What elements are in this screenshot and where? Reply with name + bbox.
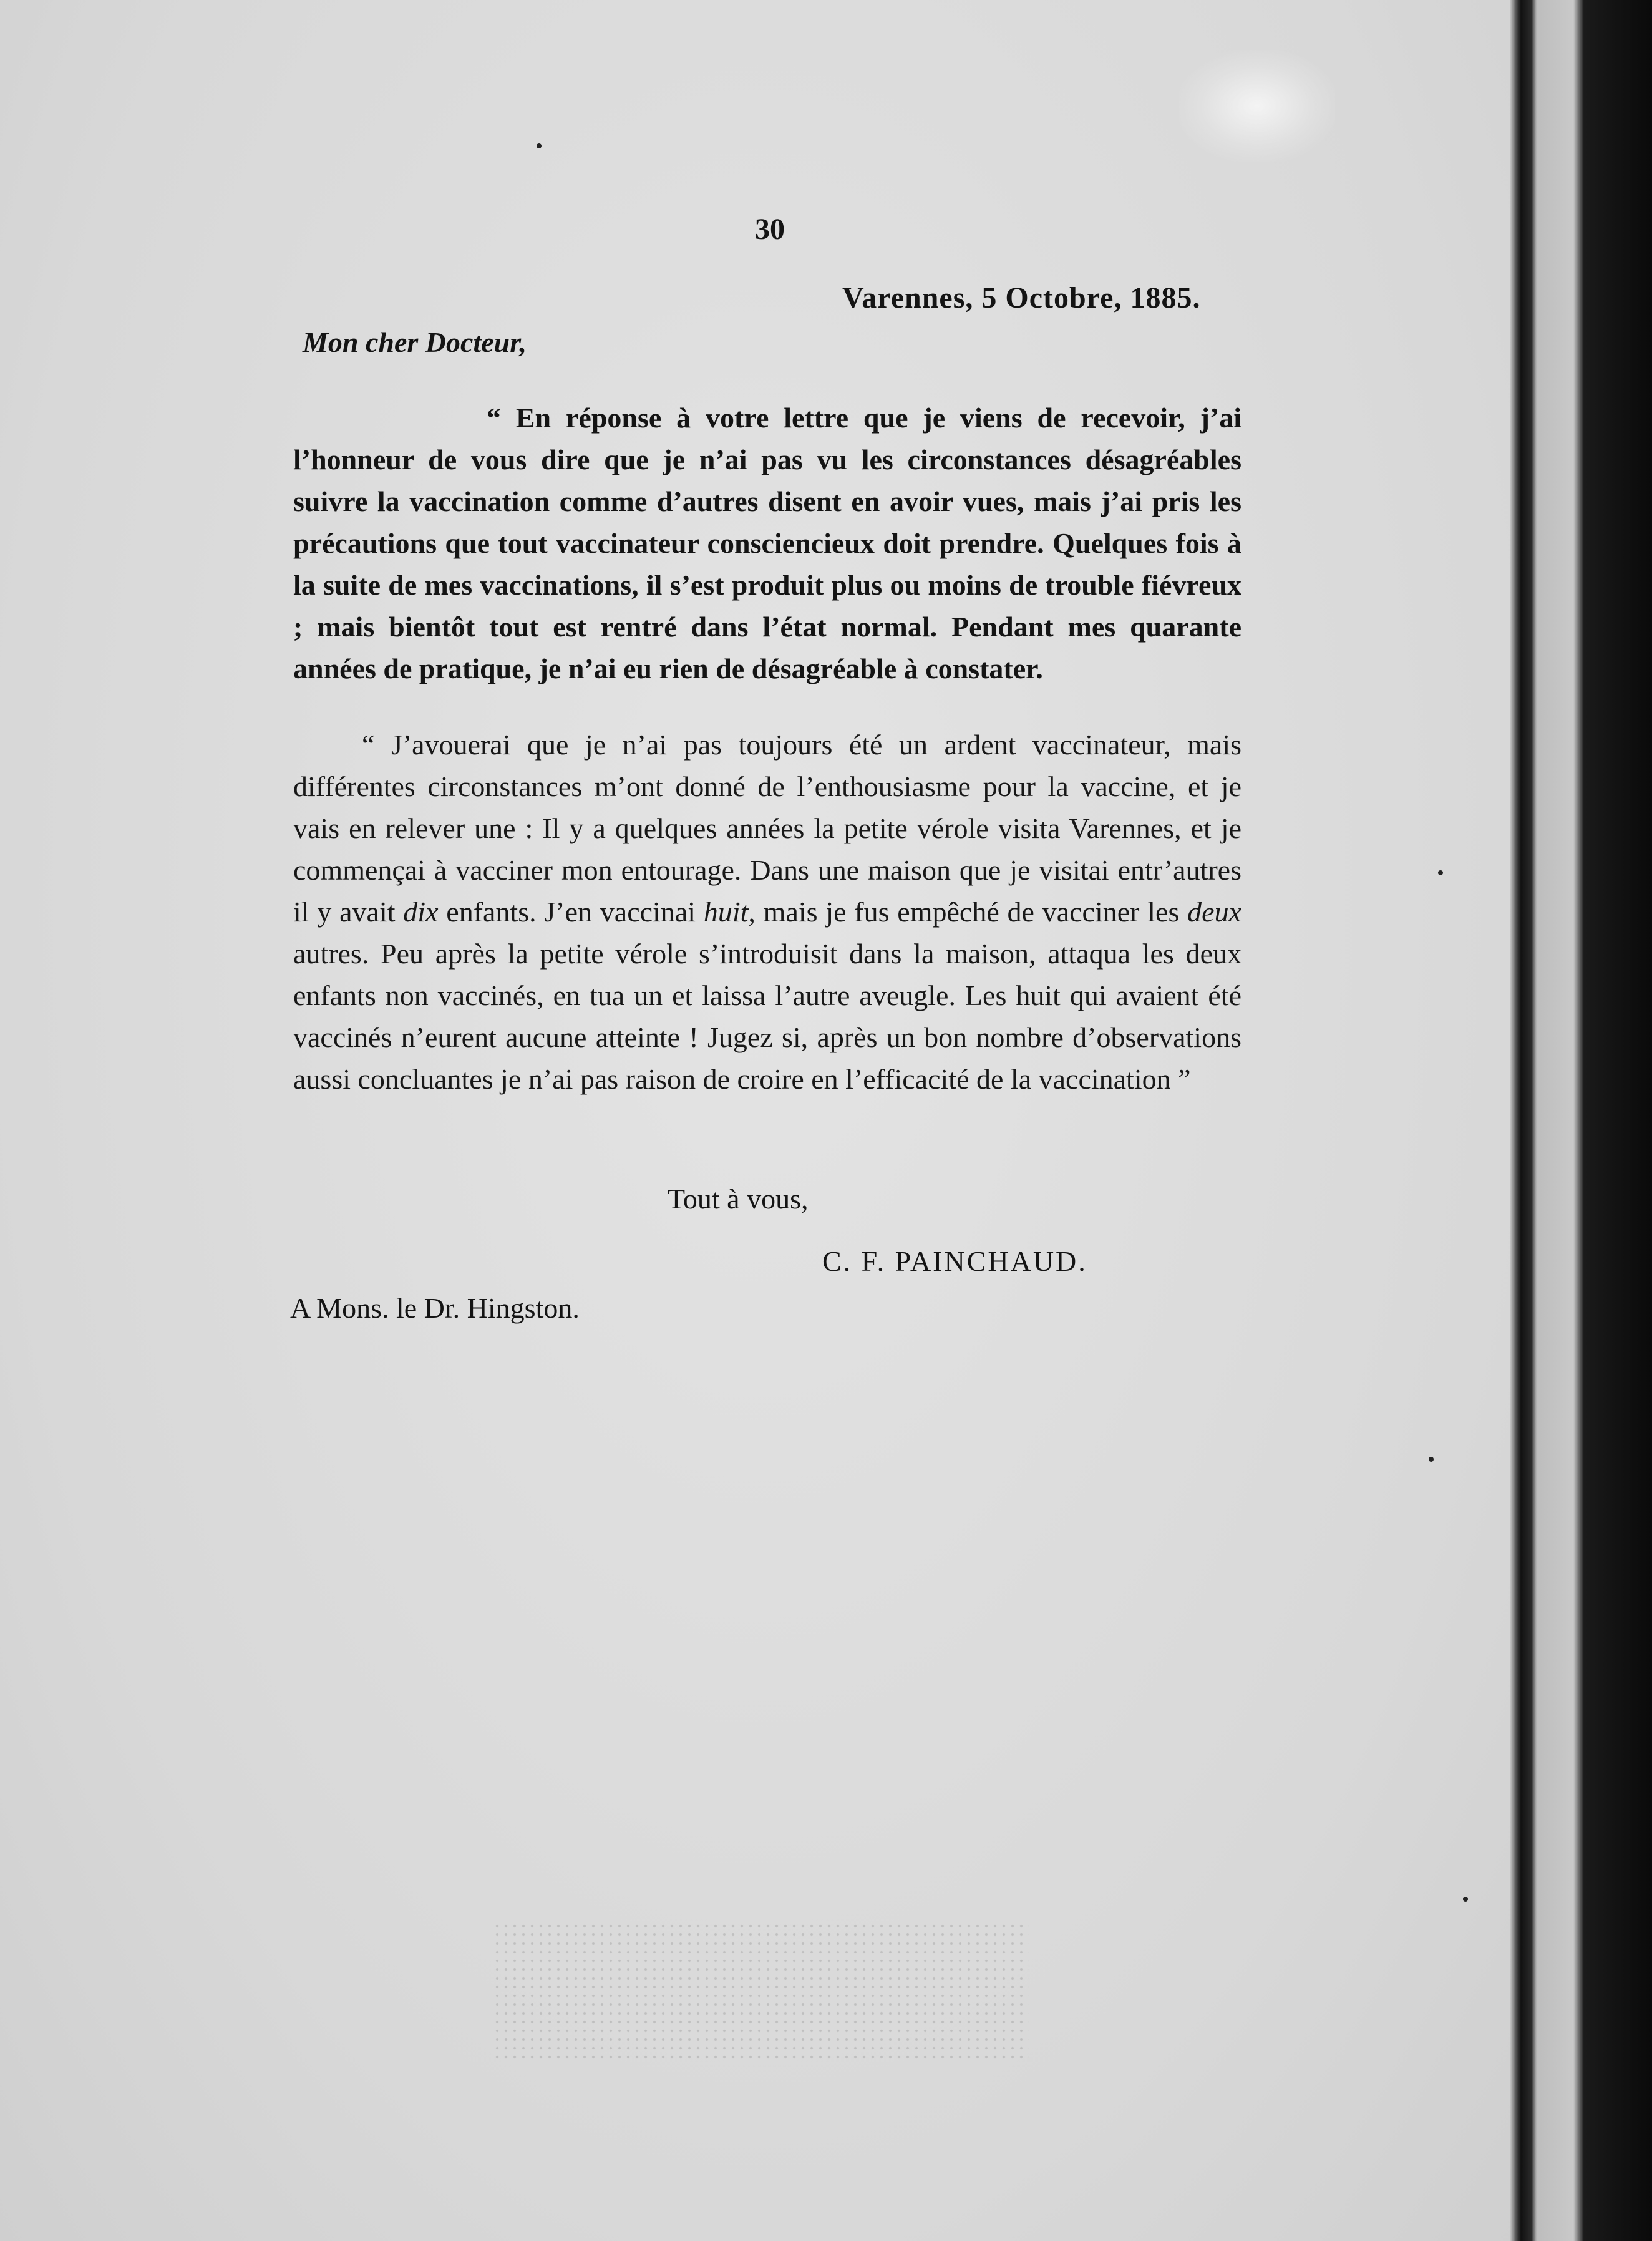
emphasis-huit: huit: [703, 896, 749, 928]
letter-closing: Tout à vous,: [668, 1183, 809, 1215]
letter-date: Varennes, 5 Octobre, 1885.: [842, 281, 1201, 314]
adjacent-page-edge: [1521, 0, 1652, 2241]
letter-addressee: A Mons. le Dr. Hingston.: [290, 1292, 580, 1324]
letter-salutation: Mon cher Docteur,: [303, 326, 527, 358]
page-fold-shadow: [1510, 0, 1521, 2241]
page-number: 30: [755, 213, 785, 246]
letter-paragraph-2: [293, 724, 1241, 1100]
bleed-through-text: [493, 1922, 1029, 2059]
letter-signature: C. F. PAINCHAUD.: [822, 1245, 1087, 1277]
paper-smudge: [1179, 50, 1335, 162]
paragraph-2-text-1: “ J’avouerai que je n’ai pas toujours été un ardent vaccinateur, mais différentes circonstances m’ont donné de l’enthousiasme pour la vaccine, et je vais en relever une : Il y a quelques années la petite vérole visita Varennes, et je commençai à vacciner mon entourage. Dans une maison que je visitai entr’autres il y avait: [293, 729, 1241, 928]
paragraph-2-text-3: , mais je fus empêché de vacciner les: [748, 896, 1188, 928]
paragraph-2-text-4: autres. Peu après la petite vérole s’introduisit dans la maison, attaqua les deux enfants non vaccinés, en tua un et laissa l’autre aveugle. Les huit qui avaient été vaccinés n’eurent aucune atteinte ! Jugez si, après un bon nombre d’observations aussi concluantes je n’ai pas raison de croire en l’efficacité de la vaccination ”: [293, 938, 1241, 1095]
paragraph-2-text-2: enfants. J’en vaccinai: [438, 896, 704, 928]
paper-speck: [1429, 1457, 1434, 1462]
paper-speck: [1463, 1897, 1468, 1902]
emphasis-deux: deux: [1187, 896, 1241, 928]
emphasis-dix: dix: [403, 896, 439, 928]
letter-paragraph-1: “ En réponse à votre lettre que je viens de recevoir, j’ai l’honneur de vous dire que je n’ai pas vu les circonstances désagréables suivre la vaccination comme d’autres disent en avoir vues, mais j’ai pris les précautions que tout vaccinateur consciencieux doit prendre. Quelques fois à la suite de mes vaccinations, il s’est produit plus ou moins de trouble fiévreux ; mais bientôt tout est rentré dans l’état normal. Pendant mes quarante années de pratique, je n’ai eu rien de désagréable à constater.: [293, 402, 1241, 684]
paper-speck: [1438, 870, 1443, 875]
paper-speck: [537, 143, 542, 148]
